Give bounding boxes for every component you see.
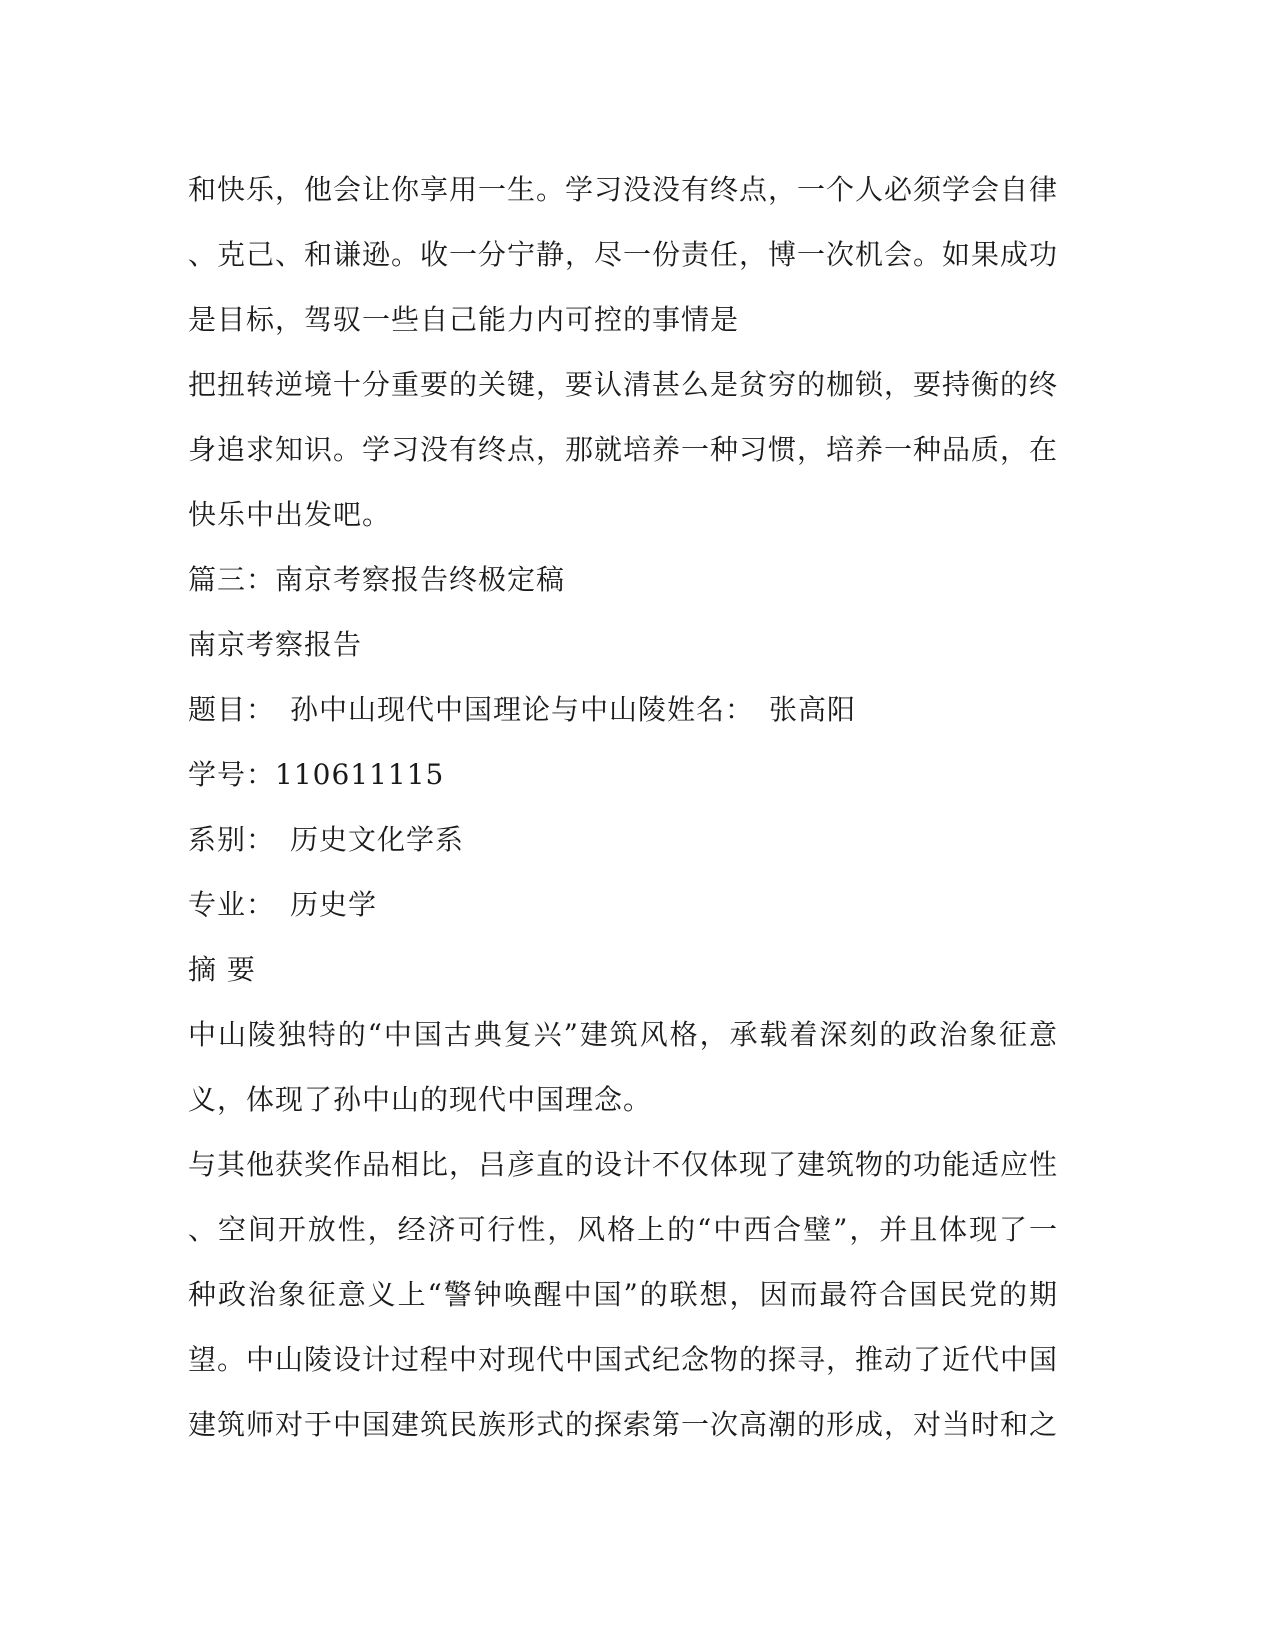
abstract-heading: 摘 要: [188, 953, 256, 986]
student-id-line: 学号：110611115: [188, 758, 445, 791]
text-line: 种政治象征意义上“警钟唤醒中国”的联想，因而最符合国民党的期: [188, 1278, 1058, 1311]
report-title: 南京考察报告: [188, 628, 363, 661]
department-line: 系别： 历史文化学系: [188, 823, 465, 856]
text-line: 与其他获奖作品相比，吕彦直的设计不仅体现了建筑物的功能适应性: [188, 1148, 1059, 1181]
text-line: 中山陵独特的“中国古典复兴”建筑风格，承载着深刻的政治象征意: [188, 1018, 1058, 1051]
section-heading: 篇三：南京考察报告终极定稿: [188, 563, 566, 596]
text-line: 义，体现了孙中山的现代中国理念。: [188, 1083, 653, 1116]
text-line: 、空间开放性，经济可行性，风格上的“中西合璧”，并且体现了一: [188, 1213, 1058, 1246]
document-body: [188, 157, 1058, 1457]
text-line: 把扭转逆境十分重要的关键，要认清甚么是贫穷的枷锁，要持衡的终: [188, 368, 1059, 401]
text-line: 和快乐，他会让你享用一生。学习没没有终点，一个人必须学会自律: [188, 173, 1059, 206]
text-line: 、克己、和谦逊。收一分宁静，尽一份责任，博一次机会。如果成功: [188, 238, 1059, 271]
text-line: 快乐中出发吧。: [188, 498, 392, 531]
topic-and-name-line: 题目： 孙中山现代中国理论与中山陵姓名： 张高阳: [188, 693, 857, 726]
text-line: 建筑师对于中国建筑民族形式的探索第一次高潮的形成，对当时和之: [188, 1408, 1059, 1441]
text-line: 是目标，驾驭一些自己能力内可控的事情是: [188, 303, 740, 336]
text-line: 身追求知识。学习没有终点，那就培养一种习惯，培养一种品质，在: [188, 433, 1059, 466]
major-line: 专业： 历史学: [188, 888, 378, 921]
text-line: 望。中山陵设计过程中对现代中国式纪念物的探寻，推动了近代中国: [188, 1343, 1059, 1376]
